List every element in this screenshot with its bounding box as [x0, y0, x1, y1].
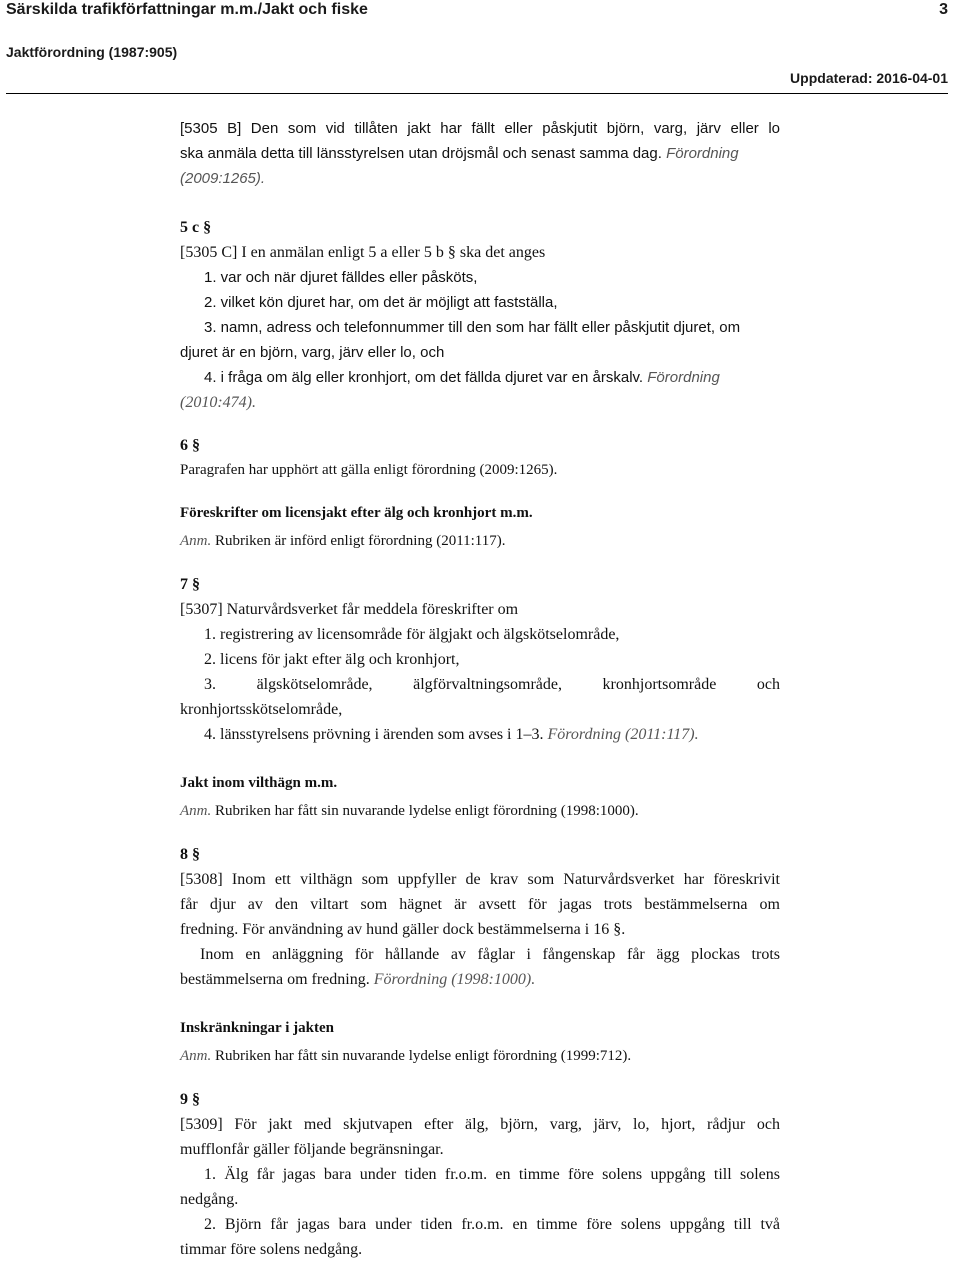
- list-item: 2. Björn får jagas bara under tiden fr.o.m. en timme före solens uppgång till två: [204, 1216, 780, 1233]
- subheading-vilthagn: Jakt inom vilthägn m.m.: [180, 775, 338, 791]
- list-item: [180, 722, 780, 747]
- list-item-continuation: kronhjortsskötselområde,: [180, 701, 343, 718]
- annotation-note: [180, 799, 780, 824]
- updated-date: Uppdaterad: 2016-04-01: [790, 70, 948, 86]
- list-item: 1. Älg får jagas bara under tiden fr.o.m. en timme före solens uppgång till solens: [204, 1166, 780, 1183]
- paragraph-5305b-line: [180, 141, 780, 166]
- ordinance-reference: Förordning (2011:117).: [547, 726, 699, 743]
- list-item: 2. vilket kön djuret har, om det är möjligt att fastställa,: [204, 294, 558, 311]
- list-item-continuation: timmar före solens nedgång.: [180, 1241, 363, 1258]
- list-item-text: 4. länsstyrelsens prövning i ärenden som avses i 1–3.: [204, 726, 548, 743]
- paragraph-5305b-line: [5305 B] Den som vid tillåten jakt har fällt eller påskjutit björn, varg, järv eller lo: [180, 120, 780, 137]
- list-item: [180, 365, 780, 390]
- statute-title: Jaktförordning (1987:905): [6, 44, 178, 60]
- section-heading-6: 6 §: [180, 437, 200, 454]
- page-number: 3: [939, 1, 948, 18]
- anm-label: Anm.: [180, 533, 212, 549]
- list-item-text: 4. i fråga om älg eller kronhjort, om det fällda djuret var en årskalv.: [204, 369, 648, 386]
- section-8-line: får djur av den viltart som hägnet är avsett för jagas trots bestämmelserna om: [180, 896, 780, 913]
- annotation-note: [180, 1044, 780, 1069]
- anm-label: Anm.: [180, 1048, 212, 1064]
- list-item: 1. var och när djuret fälldes eller påsköts,: [204, 269, 478, 286]
- section-7-intro: [5307] Naturvårdsverket får meddela föreskrifter om: [180, 601, 519, 618]
- subheading-licensjakt: Föreskrifter om licensjakt efter älg och kronhjort m.m.: [180, 505, 533, 521]
- anm-label: Anm.: [180, 803, 212, 819]
- list-item-continuation: nedgång.: [180, 1191, 239, 1208]
- section-9-line: mufflonfår gäller följande begränsningar.: [180, 1141, 444, 1158]
- section-9-line: [5309] För jakt med skjutvapen efter älg, björn, varg, järv, lo, hjort, rådjur och: [180, 1116, 780, 1133]
- paragraph-text: bestämmelserna om fredning.: [180, 971, 374, 988]
- list-item: 2. licens för jakt efter älg och kronhjort,: [204, 651, 460, 668]
- subheading-inskrankningar: Inskränkningar i jakten: [180, 1020, 334, 1036]
- section-heading-8: 8 §: [180, 846, 200, 863]
- paragraph-text: ska anmäla detta till länsstyrelsen utan dröjsmål och senast samma dag.: [180, 145, 667, 162]
- section-heading-5c: 5 c §: [180, 219, 212, 236]
- header-rule: [6, 93, 948, 94]
- document-series-title: Särskilda trafikförfattningar m.m./Jakt och fiske: [6, 1, 368, 18]
- section-8-line: fredning. För användning av hund gäller dock bestämmelserna i 16 §.: [180, 921, 626, 938]
- note-text: Rubriken har fått sin nuvarande lydelse enligt förordning (1999:712).: [211, 1048, 632, 1064]
- ordinance-reference: (2009:1265).: [180, 170, 266, 187]
- section-8-line: Inom en anläggning för hållande av fåglar i fångenskap får ägg plockas trots: [200, 946, 780, 963]
- list-item: 3. namn, adress och telefonnummer till den som har fällt eller påskjutit djuret, om: [204, 319, 741, 336]
- section-8-line: [5308] Inom ett vilthägn som uppfyller de krav som Naturvårdsverket har föreskrivit: [180, 871, 780, 888]
- list-item-continuation: djuret är en björn, varg, järv eller lo, och: [180, 344, 445, 361]
- ordinance-reference: Förordning: [666, 145, 739, 162]
- ordinance-reference: Förordning (1998:1000).: [373, 971, 536, 988]
- ordinance-reference: (2010:474).: [180, 394, 256, 411]
- document-body: [180, 116, 780, 1262]
- note-text: Rubriken har fått sin nuvarande lydelse enligt förordning (1998:1000).: [211, 803, 639, 819]
- section-8-line: [180, 967, 780, 992]
- ordinance-reference: Förordning: [647, 369, 720, 386]
- list-item: 1. registrering av licensområde för älgjakt och älgskötselområde,: [204, 626, 620, 643]
- annotation-note: [180, 529, 780, 554]
- list-item: 3. älgskötselområde, älgförvaltningsområde, kronhjortsområde och: [204, 676, 780, 693]
- section-heading-7: 7 §: [180, 576, 200, 593]
- note-text: Rubriken är införd enligt förordning (2011:117).: [211, 533, 506, 549]
- section-5c-intro: [5305 C] I en anmälan enligt 5 a eller 5 b § ska det anges: [180, 244, 546, 261]
- section-6-text: Paragrafen har upphört att gälla enligt förordning (2009:1265).: [180, 462, 558, 478]
- section-heading-9: 9 §: [180, 1091, 200, 1108]
